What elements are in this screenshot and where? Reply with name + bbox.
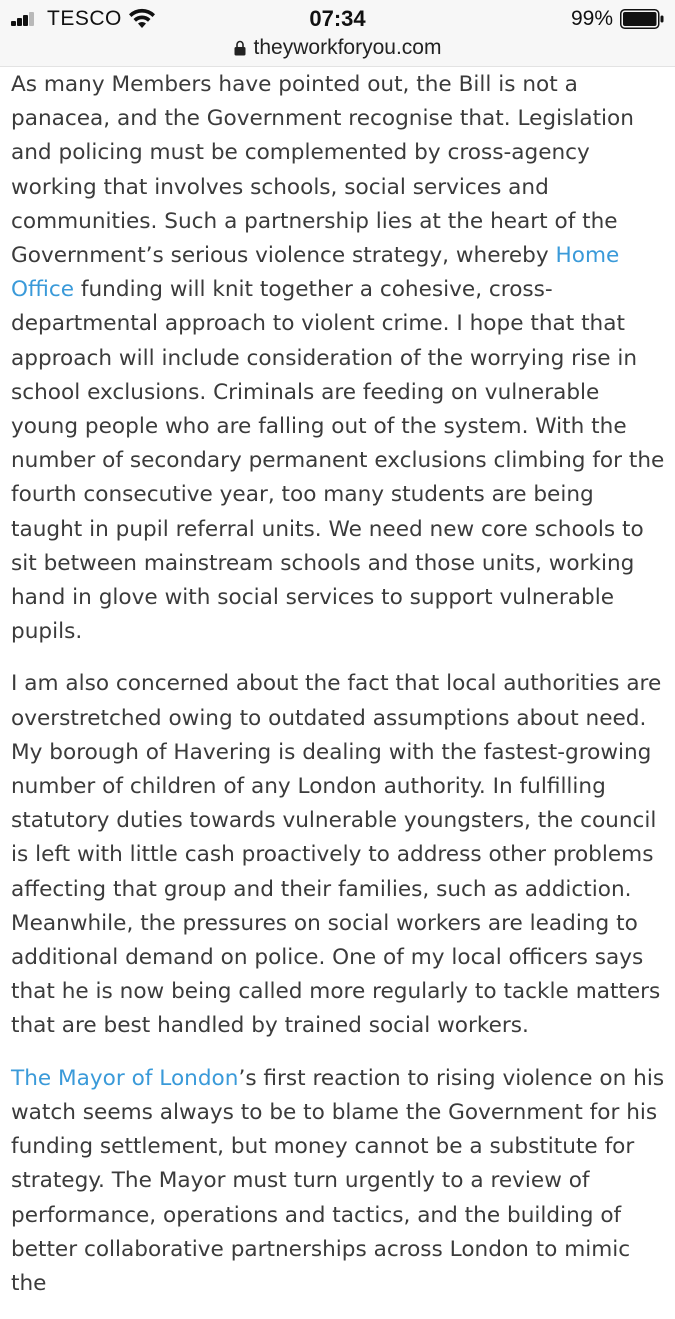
paragraph-text: ’s first reaction to rising violence on his watch seems always to be to blame the Government for his funding settlement, but money cannot be a substitute for strategy. The Mayor must turn urgently to a review of performance, operations and tactics, and the building of better collaborative partnerships across London to mimic the <box>11 1065 665 1296</box>
status-time: 07:34 <box>309 6 366 31</box>
mayor-of-london-link[interactable]: The Mayor of London <box>11 1065 239 1091</box>
paragraph: I am also concerned about the fact that local authorities are overstretched owing to outdated assumptions about need. My borough of Havering is dealing with the fastest-growing number of children of any London authority. In fulfilling statutory duties towards vulnerable youngsters, the council is left with little cash proactively to address other problems affecting that group and their families, such as addiction. Meanwhile, the pressures on social workers are leading to additional demand on police. One of my local officers says that he is now being called more regularly to tackle matters that are best handled by trained social workers. <box>11 671 662 1039</box>
paragraph-text: As many Members have pointed out, the Bill is not a panacea, and the Government recognise that. Legislation and policing must be complemented by cross-agency working that involves schools, social services and communities. Such a partnership lies at the heart of the Government’s serious violence strategy, whereby <box>11 72 634 269</box>
home-office-link[interactable]: Home Office <box>11 243 620 303</box>
speech-text <box>11 68 665 1319</box>
lock-icon <box>234 40 246 56</box>
paragraph <box>11 68 665 649</box>
url-text: theyworkforyou.com <box>253 36 442 59</box>
battery-percentage: 99% <box>570 7 613 30</box>
status-bar <box>0 0 675 36</box>
carrier-name: TESCO <box>47 7 122 30</box>
paragraph-text: funding will knit together a cohesive, cross-departmental approach to violent crime. I hope that that approach will include consideration of the worrying rise in school exclusions. Criminals are feeding on vulnerable young people who are falling out of the system. With the number of secondary permanent exclusions climbing for the fourth consecutive year, too many students are being taught in pupil referral units. We need new core schools to sit between mainstream schools and those units, working hand in glove with social services to support vulnerable pupils. <box>11 277 665 645</box>
battery-icon <box>620 9 664 29</box>
address-bar[interactable] <box>0 36 675 67</box>
paragraph <box>11 1062 665 1301</box>
